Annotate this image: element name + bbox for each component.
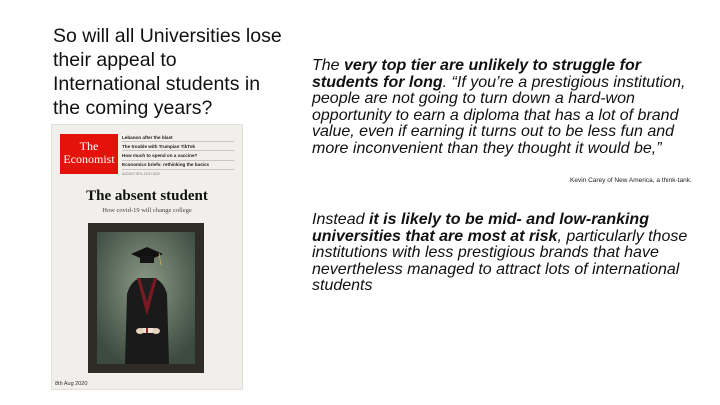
quote-mid-ranking-lead: Instead: [312, 211, 369, 228]
logo-line-the: The: [79, 139, 99, 153]
quote-top-tier-rest: . “If you’re a prestigious institution, people are not going to turn down a hard-won opportunity to earn a diploma that has a lot of brand value, even if earning it turns out to be less fun and more inconvenient than they thought it would be,”: [312, 73, 686, 157]
graduate-figure-icon: [97, 232, 195, 364]
logo-line-economist: Economist: [63, 152, 115, 166]
cover-headline: Economics briefs: rethinking the basics: [122, 161, 234, 170]
cover-headline: Lebanon after the blast: [122, 133, 234, 142]
quote-top-tier-bold: very top tier are unlikely to struggle for students for long: [312, 57, 641, 91]
quote-attribution: Kevin Carey of New America, a think-tank.: [570, 177, 692, 184]
economist-cover-image: [51, 124, 243, 390]
quote-mid-ranking-rest: , particularly those institutions with less prestigious brands that have nevertheless managed to attract lots of international students: [312, 227, 688, 294]
cover-headlines: [122, 133, 234, 176]
cover-headline: How much to spend on a vaccine?: [122, 151, 234, 160]
cover-subtitle: How covid-19 will change college: [102, 207, 192, 214]
quote-mid-ranking-bold: it is likely to be mid- and low-ranking universities that are most at risk: [312, 211, 649, 245]
quote-top-tier-lead: The: [312, 57, 345, 74]
economist-logo: [60, 134, 118, 174]
quote-mid-ranking: [312, 212, 692, 295]
slide-title: So will all Universities lose their appeal to International students in the coming years?: [53, 25, 282, 119]
cover-date-caption: 8th Aug 2020: [55, 381, 88, 387]
cover-title: The absent student: [86, 188, 208, 204]
graduate-portrait: [97, 232, 195, 364]
portrait-frame: [88, 223, 204, 373]
quote-top-tier: [312, 58, 692, 157]
cover-issue-date: AUGUST 8TH–14TH 2020: [122, 171, 160, 176]
cover-headline: The trouble with Trumpian TikTok: [122, 142, 234, 151]
